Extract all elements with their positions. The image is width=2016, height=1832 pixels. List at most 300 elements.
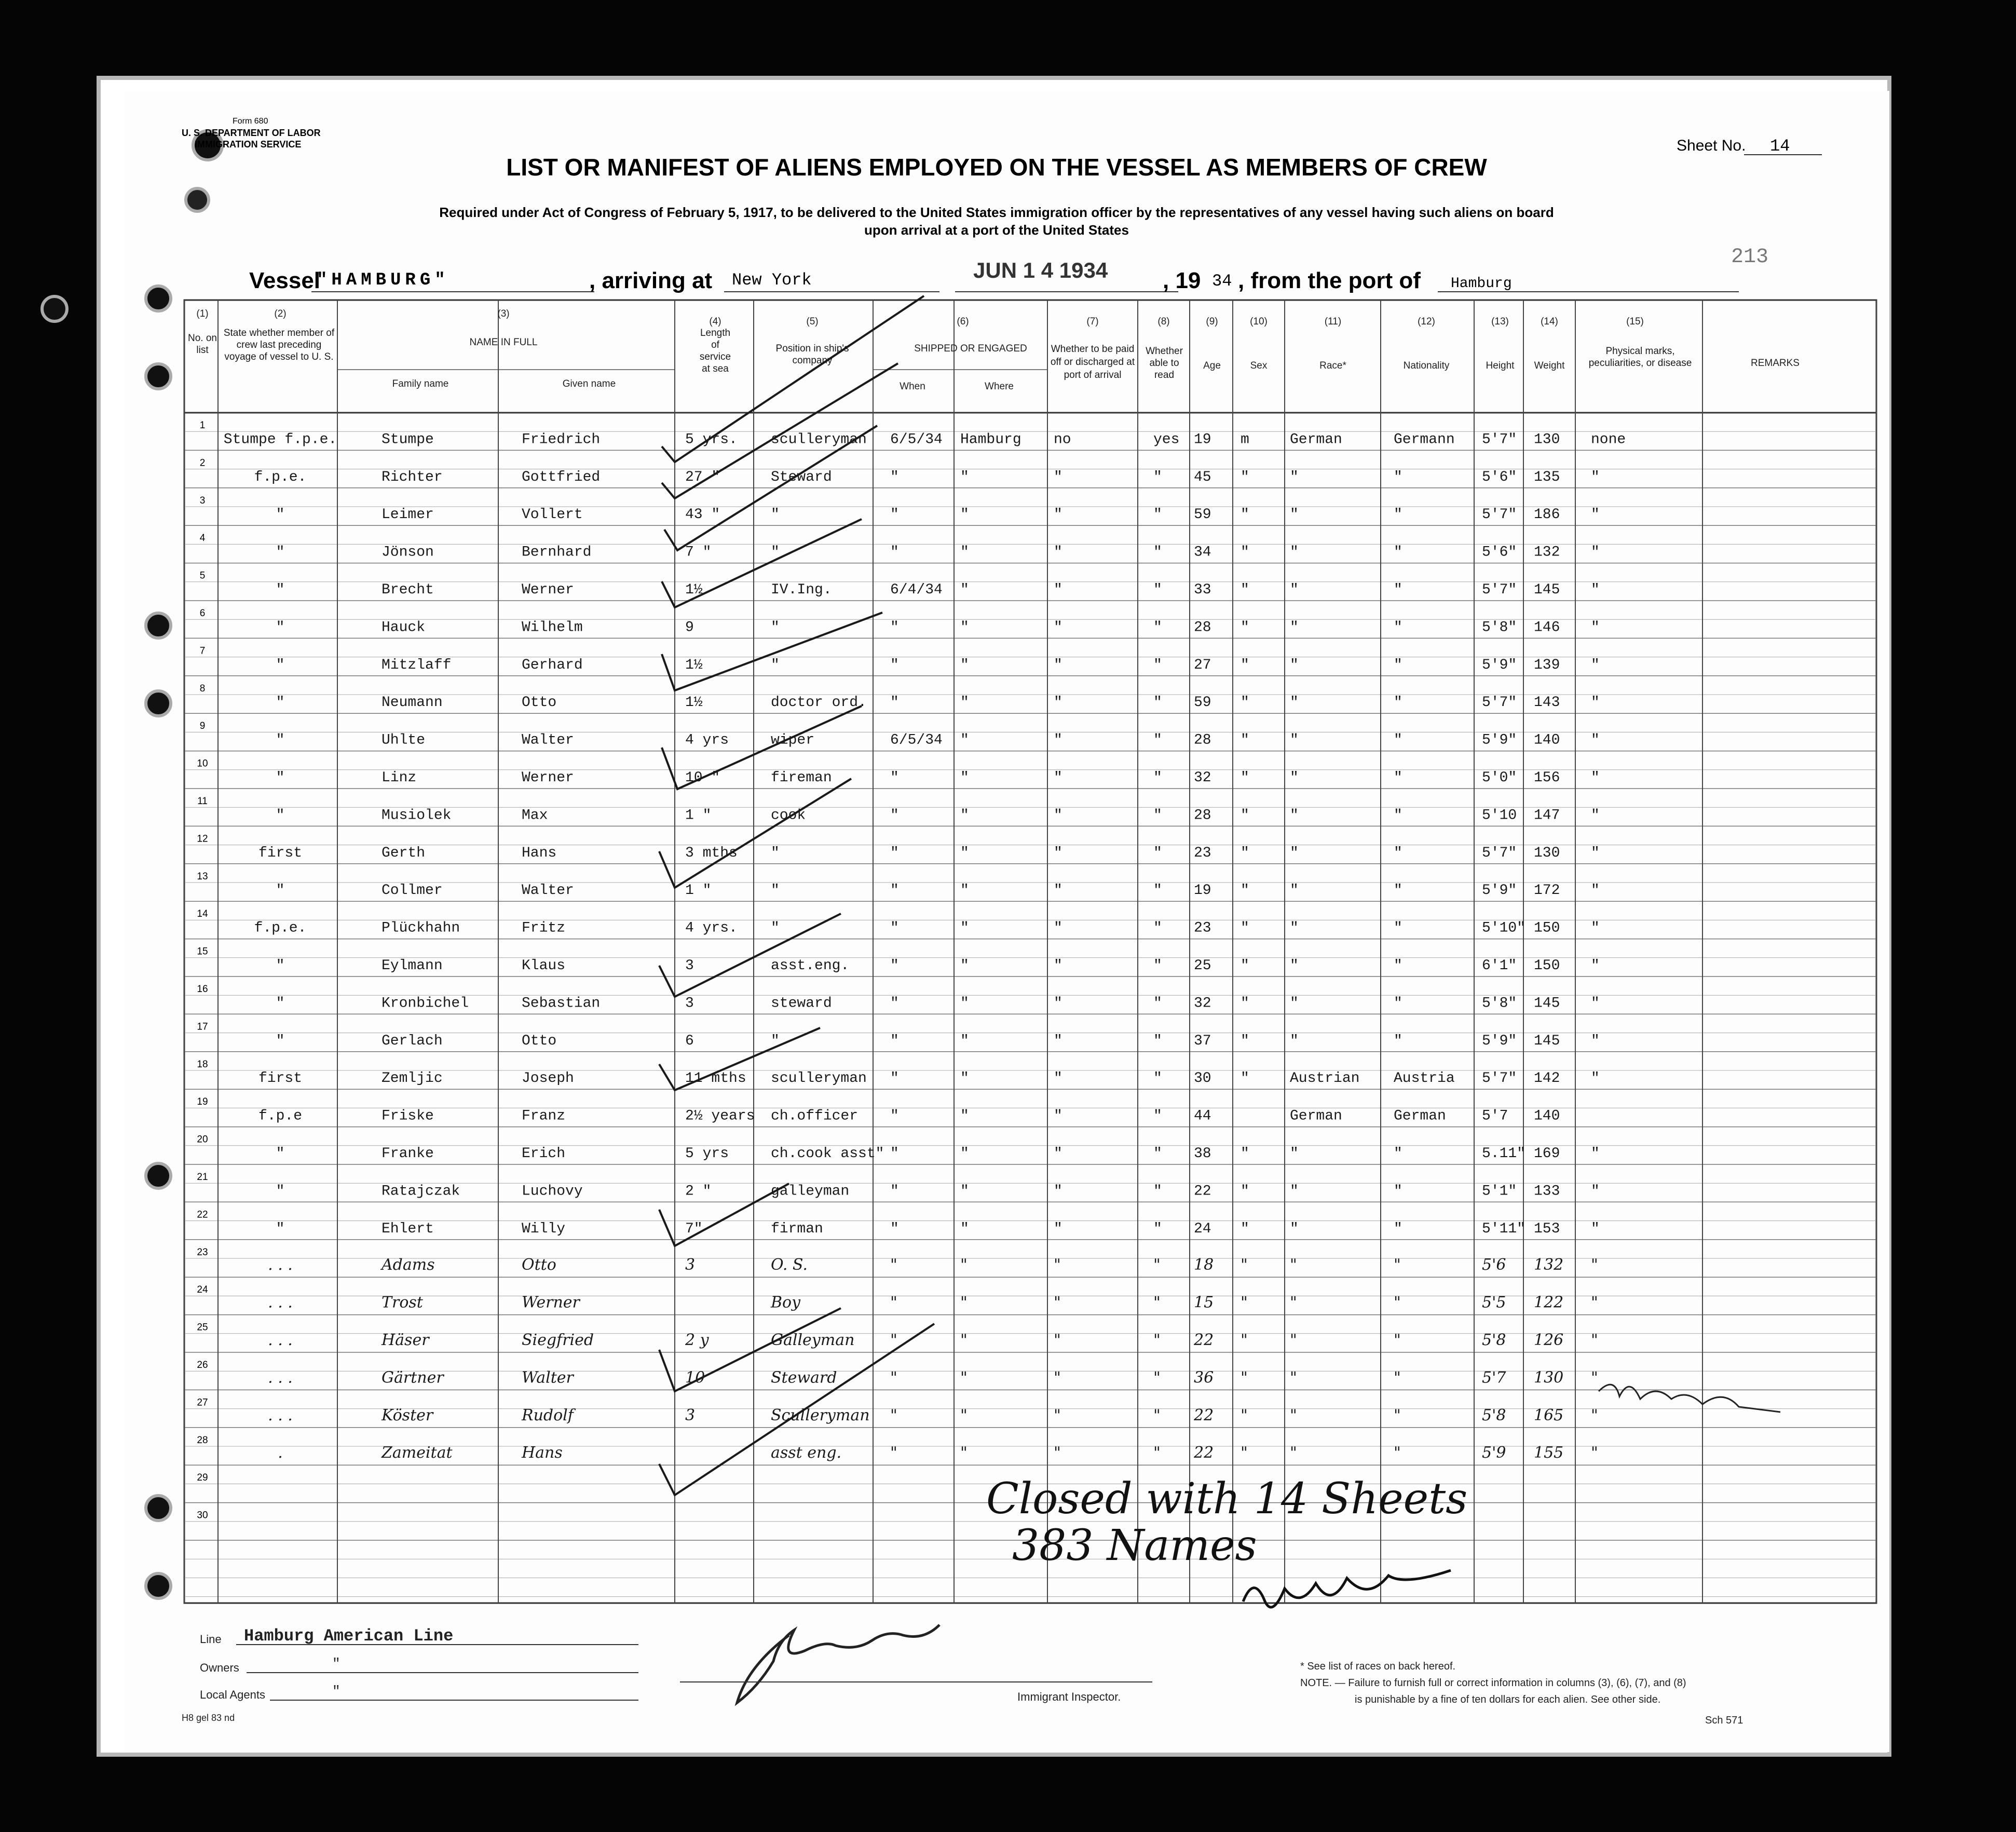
cell-marks: " xyxy=(1591,845,1600,861)
cell-height: 5'9" xyxy=(1482,657,1517,673)
cell-where: " xyxy=(960,1146,969,1162)
cell-when: " xyxy=(890,1444,897,1462)
cell-weight: 142 xyxy=(1534,1070,1560,1087)
row-number: 30 xyxy=(197,1510,208,1521)
cell-paid: " xyxy=(1054,732,1063,749)
cell-when: " xyxy=(890,695,899,711)
cell-sex: " xyxy=(1241,1368,1248,1387)
cell-marks: " xyxy=(1591,507,1600,523)
table-row xyxy=(197,1510,208,1521)
cell-height: 5'8 xyxy=(1482,1406,1506,1424)
cell-age: 19 xyxy=(1194,883,1211,899)
cell-marks: " xyxy=(1591,1444,1598,1462)
cell-given: Franz xyxy=(522,1108,566,1124)
cell-when: " xyxy=(890,1070,899,1087)
cell-where: " xyxy=(960,807,969,824)
cell-family: Köster xyxy=(382,1406,433,1424)
cell-prev: " xyxy=(276,507,285,523)
cell-given: Gerhard xyxy=(522,657,583,673)
cell-age: 44 xyxy=(1194,1108,1211,1124)
col-14-header: Weight xyxy=(1534,360,1565,371)
cell-given: Fritz xyxy=(522,920,566,937)
cell-read: " xyxy=(1153,1183,1162,1200)
cell-read: " xyxy=(1153,657,1162,673)
cell-race: " xyxy=(1290,582,1299,598)
cell-prev: " xyxy=(276,619,285,636)
cell-age: 22 xyxy=(1194,1331,1214,1349)
col-3-header: NAME IN FULL xyxy=(469,337,538,348)
cell-given: Hans xyxy=(522,1444,563,1462)
col-1-num: (1) xyxy=(196,308,209,319)
col-4-header: Length of service at sea xyxy=(699,328,731,374)
cell-where: " xyxy=(960,1108,969,1124)
races-note: * See list of races on back hereof. xyxy=(1300,1661,1456,1672)
cell-paid: " xyxy=(1054,995,1063,1012)
cell-paid: " xyxy=(1054,1033,1063,1049)
cell-given: Sebastian xyxy=(522,995,601,1012)
cell-prev: " xyxy=(276,958,285,974)
cell-sex: " xyxy=(1241,732,1249,749)
closing-note-line-1: Closed with 14 Sheets xyxy=(986,1474,1468,1524)
cell-service: 11 mths xyxy=(685,1070,746,1087)
cell-race: " xyxy=(1290,1183,1299,1200)
col-9-header: Age xyxy=(1203,360,1221,371)
cell-sex: " xyxy=(1241,1293,1248,1312)
cell-given: Luchovy xyxy=(522,1183,583,1200)
col-8-header: Whether able to read xyxy=(1146,346,1183,381)
cell-family: Gärtner xyxy=(382,1368,444,1387)
cell-sex: " xyxy=(1241,1220,1249,1237)
cell-nat: Germann xyxy=(1394,431,1455,448)
cell-when: " xyxy=(890,1146,899,1162)
cell-given: Gottfried xyxy=(522,469,601,485)
cell-where: " xyxy=(960,1293,968,1312)
cell-age: 32 xyxy=(1194,770,1211,786)
cell-family: Musiolek xyxy=(382,807,452,824)
department-label: U. S. DEPARTMENT OF LABOR xyxy=(182,128,321,138)
col-2-header: State whether member of crew last preceding voyage of vessel to U. S. xyxy=(223,328,335,362)
cell-given: Erich xyxy=(522,1146,566,1162)
cell-weight: 150 xyxy=(1534,958,1560,974)
col-11-num: (11) xyxy=(1324,316,1342,327)
cell-given: Werner xyxy=(522,582,574,598)
cell-weight: 132 xyxy=(1534,544,1560,561)
cell-marks: " xyxy=(1591,995,1600,1012)
cell-race: " xyxy=(1290,1331,1297,1349)
cell-nat: " xyxy=(1394,1033,1402,1049)
cell-weight: 126 xyxy=(1534,1331,1564,1349)
cell-race: Austrian xyxy=(1290,1070,1360,1087)
cell-given: Siegfried xyxy=(522,1331,594,1349)
col-15-header: Physical marks, peculiarities, or disease xyxy=(1588,346,1692,369)
cell-when: " xyxy=(890,1406,897,1424)
cell-weight: 150 xyxy=(1534,920,1560,937)
cell-height: 5'7" xyxy=(1482,695,1517,711)
cell-height: 5'6" xyxy=(1482,544,1517,561)
cell-sex: " xyxy=(1241,1406,1248,1424)
cell-prev: . . . xyxy=(268,1293,293,1312)
cell-given: Max xyxy=(522,807,548,824)
cell-family: Adams xyxy=(382,1256,435,1274)
row-number: 3 xyxy=(199,495,206,506)
cell-family: Linz xyxy=(382,770,417,786)
row-number: 2 xyxy=(199,457,206,469)
cell-weight: 143 xyxy=(1534,695,1560,711)
cell-family: Zameitat xyxy=(382,1444,453,1462)
cell-nat: " xyxy=(1394,1406,1401,1424)
cell-weight: 140 xyxy=(1534,732,1560,749)
col-10-header: Sex xyxy=(1250,360,1268,371)
cell-given: Hans xyxy=(522,845,557,861)
cell-weight: 156 xyxy=(1534,770,1560,786)
col-10-num: (10) xyxy=(1250,316,1268,327)
cell-weight: 172 xyxy=(1534,883,1560,899)
cell-when: " xyxy=(890,883,899,899)
year-value: 34 xyxy=(1212,272,1232,291)
cell-weight: 155 xyxy=(1534,1444,1564,1462)
cell-given: Willy xyxy=(522,1220,566,1237)
cell-service: 2½ years xyxy=(685,1108,755,1124)
row-number: 6 xyxy=(199,608,206,619)
cell-sex: " xyxy=(1241,619,1249,636)
cell-family: Kronbichel xyxy=(382,995,469,1012)
cell-marks: none xyxy=(1591,431,1626,448)
cell-age: 28 xyxy=(1194,732,1211,749)
cell-weight: 132 xyxy=(1534,1256,1564,1274)
cell-sex: m xyxy=(1241,431,1249,448)
cell-marks: " xyxy=(1591,469,1600,485)
cell-read: " xyxy=(1153,1368,1161,1387)
cell-height: 5'7" xyxy=(1482,431,1517,448)
cell-prev: . . . xyxy=(268,1368,293,1387)
cell-when: " xyxy=(890,845,899,861)
row-number: 17 xyxy=(197,1021,208,1033)
cell-marks: " xyxy=(1591,695,1600,711)
cell-service: 1 " xyxy=(685,807,712,824)
cell-family: Stumpe xyxy=(382,431,434,448)
cell-prev: " xyxy=(276,695,285,711)
cell-where: " xyxy=(960,958,969,974)
cell-service: 1½ xyxy=(685,695,703,711)
cell-race: " xyxy=(1290,1406,1297,1424)
cell-paid: " xyxy=(1054,695,1063,711)
row-number: 13 xyxy=(197,871,208,882)
cell-read: " xyxy=(1153,1293,1161,1312)
col-7-num: (7) xyxy=(1086,316,1099,327)
cell-position: " xyxy=(771,883,780,899)
cell-height: 5'6 xyxy=(1482,1256,1506,1274)
cell-height: 5'6" xyxy=(1482,469,1517,485)
cell-race: " xyxy=(1290,770,1299,786)
cell-family: Friske xyxy=(382,1108,434,1124)
cell-family: Gerlach xyxy=(382,1033,443,1049)
cell-sex: " xyxy=(1241,920,1249,937)
cell-marks: " xyxy=(1591,1220,1600,1237)
vessel-label: Vessel xyxy=(249,268,321,293)
col-3-num: (3) xyxy=(497,308,510,319)
cell-service: 6 xyxy=(685,1033,694,1049)
owners-label: Owners xyxy=(200,1661,239,1674)
cell-where: " xyxy=(960,507,969,523)
year-prefix: , 19 xyxy=(1163,268,1201,293)
cell-where: " xyxy=(960,544,969,561)
cell-service: 3 xyxy=(685,958,694,974)
cell-paid: " xyxy=(1054,619,1063,636)
cell-service: 3 xyxy=(685,1256,696,1274)
cell-weight: 130 xyxy=(1534,431,1560,448)
cell-position: " xyxy=(771,507,780,523)
cell-race: " xyxy=(1290,657,1299,673)
cell-read: " xyxy=(1153,1033,1162,1049)
col-4-num: (4) xyxy=(709,316,721,327)
cell-sex: " xyxy=(1241,958,1249,974)
cell-read: " xyxy=(1153,995,1162,1012)
cell-position: " xyxy=(771,920,780,937)
cell-where: " xyxy=(960,995,969,1012)
cell-age: 25 xyxy=(1194,958,1211,974)
cell-age: 37 xyxy=(1194,1033,1211,1049)
cell-given: Walter xyxy=(522,1368,574,1387)
cell-position: O. S. xyxy=(771,1256,808,1274)
cell-paid: " xyxy=(1054,1293,1061,1312)
cell-where: " xyxy=(960,1070,969,1087)
cell-given: Wilhelm xyxy=(522,619,583,636)
cell-given: Otto xyxy=(522,1033,557,1049)
cell-position: galleyman xyxy=(771,1183,850,1200)
cell-family: Plückhahn xyxy=(382,920,460,937)
cell-weight: 145 xyxy=(1534,1033,1560,1049)
cell-nat: German xyxy=(1394,1108,1446,1124)
cell-read: " xyxy=(1153,619,1162,636)
cell-marks: " xyxy=(1591,619,1600,636)
cell-where: " xyxy=(960,1183,969,1200)
cell-when: " xyxy=(890,770,899,786)
cell-height: 5.11" xyxy=(1482,1146,1526,1162)
cell-when: " xyxy=(890,995,899,1012)
cell-family: Eylmann xyxy=(382,958,443,974)
col-1-header: No. on list xyxy=(188,333,217,356)
cell-age: 22 xyxy=(1194,1444,1214,1462)
cell-age: 36 xyxy=(1194,1368,1214,1387)
row-number: 19 xyxy=(197,1096,208,1108)
cell-height: 5'7" xyxy=(1482,1070,1517,1087)
cell-height: 5'7" xyxy=(1482,582,1517,598)
cell-race: " xyxy=(1290,995,1299,1012)
cell-height: 5'0" xyxy=(1482,770,1517,786)
cell-family: Franke xyxy=(382,1146,434,1162)
cell-read: " xyxy=(1153,1108,1162,1124)
cell-weight: 169 xyxy=(1534,1146,1560,1162)
cell-read: " xyxy=(1153,883,1162,899)
cell-paid: " xyxy=(1054,1108,1063,1124)
cell-service: 10 xyxy=(685,1368,705,1387)
service-label: IMMIGRATION SERVICE xyxy=(195,139,302,150)
cell-paid: " xyxy=(1054,807,1063,824)
form-number: Form 680 xyxy=(233,117,268,126)
from-port-label: , from the port of xyxy=(1238,268,1421,293)
cell-race: " xyxy=(1290,619,1299,636)
cell-race: " xyxy=(1290,1293,1297,1312)
row-number: 10 xyxy=(197,758,208,769)
cell-service: 3 xyxy=(685,1406,696,1424)
cell-nat: " xyxy=(1394,544,1402,561)
cell-prev: " xyxy=(276,732,285,749)
sheet-label: Sheet No. xyxy=(1677,137,1746,154)
cell-service: 4 yrs. xyxy=(685,920,738,937)
cell-given: Joseph xyxy=(522,1070,574,1087)
owners-value: " xyxy=(332,1656,340,1672)
col-12-header: Nationality xyxy=(1403,360,1450,371)
cell-nat: " xyxy=(1394,807,1402,824)
cell-where: " xyxy=(960,1331,968,1349)
cell-weight: 186 xyxy=(1534,507,1560,523)
cell-prev: " xyxy=(276,657,285,673)
cell-prev: " xyxy=(276,1220,285,1237)
cell-when: " xyxy=(890,1220,899,1237)
cell-position: sculleryman xyxy=(771,431,867,448)
cell-paid: " xyxy=(1054,770,1063,786)
cell-when: " xyxy=(890,1108,899,1124)
col-6a-header: When xyxy=(900,381,925,392)
cell-where: " xyxy=(960,1444,968,1462)
cell-paid: " xyxy=(1054,1183,1063,1200)
cell-when: 6/5/34 xyxy=(890,732,943,749)
col-6b-header: Where xyxy=(985,381,1014,392)
cell-age: 18 xyxy=(1194,1256,1214,1274)
cell-service: 10 " xyxy=(685,770,720,786)
cell-family: Häser xyxy=(382,1331,429,1349)
cell-prev: " xyxy=(276,582,285,598)
cell-sex: " xyxy=(1241,995,1249,1012)
cell-sex: " xyxy=(1241,544,1249,561)
cell-sex: " xyxy=(1241,1256,1248,1274)
row-number: 5 xyxy=(199,570,206,581)
cell-nat: " xyxy=(1394,1256,1401,1274)
cell-read: " xyxy=(1153,1406,1161,1424)
row-number: 24 xyxy=(197,1284,208,1296)
sheet-number: 14 xyxy=(1770,137,1790,156)
cell-sex: " xyxy=(1241,1183,1249,1200)
cell-age: 19 xyxy=(1194,431,1211,448)
row-number: 8 xyxy=(199,683,206,694)
form-code-right: Sch 571 xyxy=(1705,1715,1743,1726)
cell-prev: first xyxy=(258,1070,303,1087)
cell-marks: " xyxy=(1591,1406,1598,1424)
cell-nat: " xyxy=(1394,1444,1401,1462)
cell-height: 5'8 xyxy=(1482,1331,1506,1349)
cell-family: Zemljic xyxy=(382,1070,443,1087)
cell-sex: " xyxy=(1241,1331,1248,1349)
cell-position: wiper xyxy=(771,732,815,749)
cell-prev: f.p.e xyxy=(258,1108,303,1124)
cell-when: " xyxy=(890,1331,897,1349)
cell-race: " xyxy=(1290,883,1299,899)
line-value: Hamburg American Line xyxy=(244,1626,454,1646)
cell-paid: " xyxy=(1054,883,1063,899)
cell-when: " xyxy=(890,544,899,561)
cell-weight: 130 xyxy=(1534,1368,1564,1387)
cell-marks: " xyxy=(1591,1146,1600,1162)
cell-where: " xyxy=(960,732,969,749)
cell-paid: " xyxy=(1054,657,1063,673)
cell-given: Klaus xyxy=(522,958,566,974)
arriving-port: New York xyxy=(732,270,812,290)
line-label: Line xyxy=(200,1633,222,1646)
cell-position: " xyxy=(771,619,780,636)
cell-family: Trost xyxy=(382,1293,423,1312)
cell-marks: " xyxy=(1591,657,1600,673)
cell-nat: " xyxy=(1394,1331,1401,1349)
cell-marks: " xyxy=(1591,544,1600,561)
row-number: 15 xyxy=(197,946,208,957)
col-8-num: (8) xyxy=(1157,316,1170,327)
cell-read: " xyxy=(1153,1444,1161,1462)
cell-given: Werner xyxy=(522,1293,580,1312)
col-13-header: Height xyxy=(1486,360,1515,371)
cell-marks: " xyxy=(1591,920,1600,937)
cell-height: 5'7 xyxy=(1482,1108,1508,1124)
cell-prev: f.p.e. xyxy=(254,920,307,937)
col-9-num: (9) xyxy=(1206,316,1218,327)
cell-marks: " xyxy=(1591,1293,1598,1312)
row-number: 11 xyxy=(197,796,208,807)
cell-when: 6/5/34 xyxy=(890,431,943,448)
cell-prev: f.p.e. xyxy=(254,469,307,485)
row-number: 20 xyxy=(197,1134,208,1145)
cell-service: 1½ xyxy=(685,582,703,598)
cell-race: " xyxy=(1290,544,1299,561)
col-5-header: Position in ship's company xyxy=(775,343,849,366)
vessel-name: "HAMBURG" xyxy=(317,270,449,290)
cell-marks: " xyxy=(1591,1033,1600,1049)
cell-when: 6/4/34 xyxy=(890,582,943,598)
cell-family: Mitzlaff xyxy=(382,657,452,673)
cell-marks: " xyxy=(1591,1183,1600,1200)
cell-paid: " xyxy=(1054,1220,1063,1237)
cell-when: " xyxy=(890,920,899,937)
cell-read: " xyxy=(1153,845,1162,861)
cell-weight: 165 xyxy=(1534,1406,1564,1424)
cell-sex: " xyxy=(1241,883,1249,899)
cell-weight: 140 xyxy=(1534,1108,1560,1124)
cell-family: Uhlte xyxy=(382,732,426,749)
cell-weight: 130 xyxy=(1534,845,1560,861)
cell-read: " xyxy=(1153,695,1162,711)
cell-position: IV.Ing. xyxy=(771,582,832,598)
cell-where: " xyxy=(960,469,969,485)
row-number: 25 xyxy=(197,1322,208,1333)
form-code-left: H8 gel 83 nd xyxy=(182,1713,235,1723)
cell-nat: " xyxy=(1394,619,1402,636)
cell-when: " xyxy=(890,1183,899,1200)
cell-paid: " xyxy=(1054,582,1063,598)
page-title: LIST OR MANIFEST OF ALIENS EMPLOYED ON THE VESSEL AS MEMBERS OF CREW xyxy=(506,154,1487,181)
cell-race: " xyxy=(1290,1368,1297,1387)
cell-when: " xyxy=(890,958,899,974)
cell-read: yes xyxy=(1153,431,1180,448)
cell-prev: " xyxy=(276,1033,285,1049)
cell-sex: " xyxy=(1241,582,1249,598)
cell-marks: " xyxy=(1591,807,1600,824)
cell-given: Otto xyxy=(522,695,557,711)
cell-height: 5'10 xyxy=(1482,807,1517,824)
cell-where: " xyxy=(960,920,969,937)
cell-service: 7" xyxy=(685,1220,703,1237)
cell-when: " xyxy=(890,507,899,523)
row-number: 14 xyxy=(197,908,208,920)
cell-given: Vollert xyxy=(522,507,583,523)
cell-height: 5'7" xyxy=(1482,845,1517,861)
